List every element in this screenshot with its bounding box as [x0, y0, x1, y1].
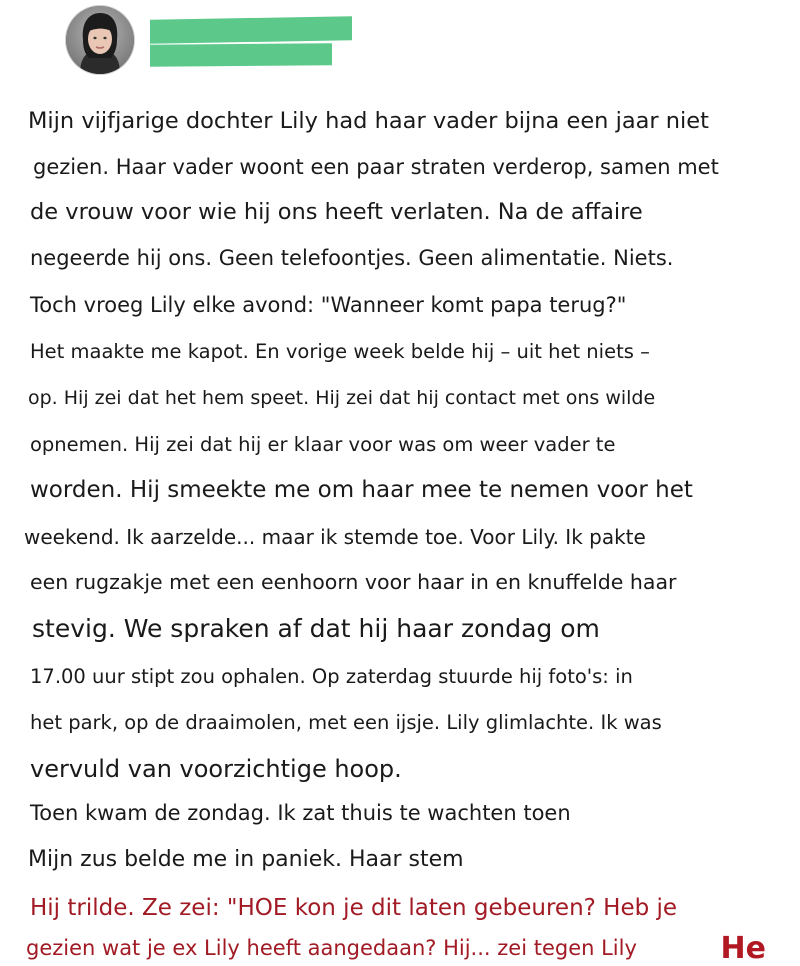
post-text-line: op. Hij zei dat het hem speet. Hij zei dat hij contact met ons wilde: [28, 387, 656, 409]
woman-portrait-avatar-icon: [66, 6, 134, 74]
post-text-line-highlighted: Hij trilde. Ze zei: "HOE kon je dit laten gebeuren? Heb je: [30, 895, 678, 921]
cropped-bottom-strip: [0, 936, 800, 960]
post-text-line-cropped: gezien wat je ex Lily heeft aangedaan? Hij... zei tegen Lily: [26, 936, 637, 960]
post-text-line: de vrouw voor wie hij ons heeft verlaten. Na de affaire: [30, 199, 643, 225]
author-avatar[interactable]: [66, 6, 134, 74]
post-text-line: Toch vroeg Lily elke avond: "Wanneer komt papa terug?": [30, 293, 627, 317]
redacted-author-name: [150, 16, 352, 44]
post-text-line: weekend. Ik aarzelde... maar ik stemde toe. Voor Lily. Ik pakte: [24, 525, 646, 549]
redacted-author-meta: [150, 43, 332, 67]
post-text-line: vervuld van voorzichtige hoop.: [30, 755, 402, 783]
post-text-line: Toen kwam de zondag. Ik zat thuis te wachten toen: [30, 801, 571, 825]
post-text-line: stevig. We spraken af dat hij haar zondag om: [32, 614, 600, 643]
post-text-line: gezien. Haar vader woont een paar straten verderop, samen met: [33, 155, 719, 179]
post-text-line: het park, op de draaimolen, met een ijsje. Lily glimlachte. Ik was: [30, 711, 662, 734]
post-text-line: negeerde hij ons. Geen telefoontjes. Geen alimentatie. Niets.: [30, 246, 674, 270]
post-text-line: een rugzakje met een eenhoorn voor haar in en knuffelde haar: [30, 570, 677, 594]
post-header: [0, 0, 800, 90]
post-text-line: opnemen. Hij zei dat hij er klaar voor was om weer vader te: [30, 433, 616, 456]
post-text-line: worden. Hij smeekte me om haar mee te nemen voor het: [30, 477, 693, 503]
cropped-side-fragment: He: [720, 931, 766, 966]
post-text-line: Mijn zus belde me in paniek. Haar stem: [28, 847, 464, 872]
post-text-line: Mijn vijfjarige dochter Lily had haar vader bijna een jaar niet: [28, 108, 709, 134]
post-text-line: Het maakte me kapot. En vorige week belde hij – uit het niets –: [30, 340, 650, 363]
post-text-line: 17.00 uur stipt zou ophalen. Op zaterdag stuurde hij foto's: in: [30, 665, 633, 688]
